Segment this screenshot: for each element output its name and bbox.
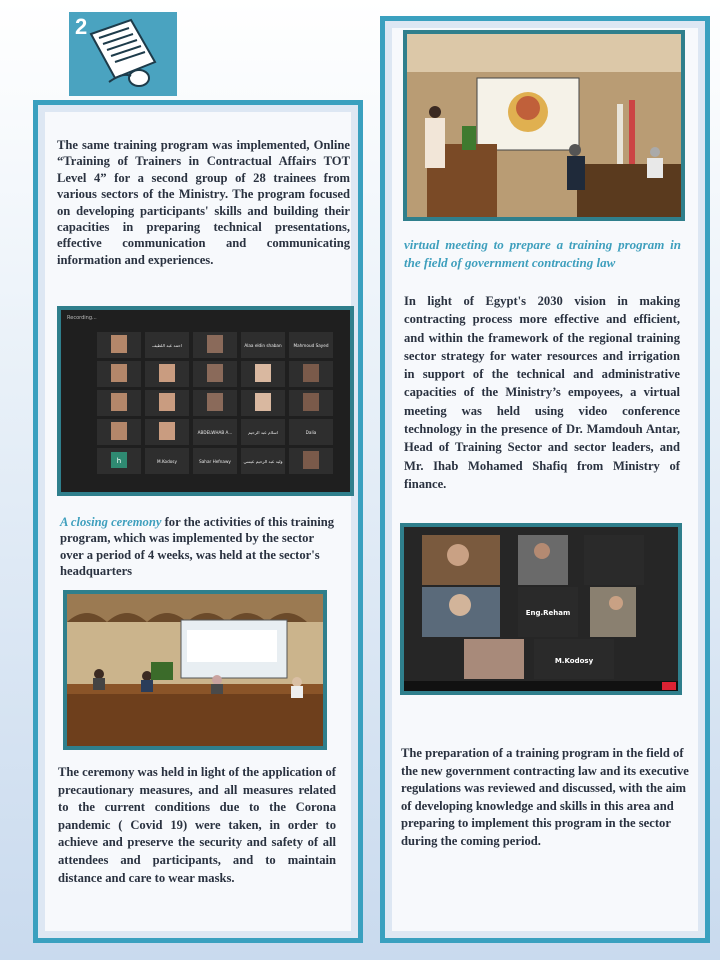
participant-video	[111, 393, 127, 411]
participant-name: M.Kodosy	[157, 459, 177, 464]
svg-text:Recording...: Recording...	[67, 315, 97, 321]
participant-video	[207, 364, 223, 382]
participant-video	[207, 393, 223, 411]
participant-name: وليد عبد الرحيم عيسي	[243, 459, 283, 464]
participant-name: Dalia	[305, 430, 317, 435]
lecture-photo	[403, 30, 685, 221]
ceremony-paragraph: The ceremony was held in light of the application of precautionary measures, and all measures related to the current conditions due to the Corona pandemic ( Covid 19) were taken, in order to achieve and preserve the security and safety of all attendees and participants, and to maintain distance and care to wear masks.	[58, 765, 336, 885]
participant-name: Mahmoud Sayed	[293, 343, 329, 348]
online-training-screenshot	[57, 306, 354, 496]
meeting-paragraph: In light of Egypt's 2030 vision in making contracting process more effective and efficient, and within the framework of the regional training sector strategy for water resources and irrigation in support of the technical and administrative capacities of the Ministry’s empoyees, a virtual meeting was held using video conference technology in the presence of Dr. Mamdouh Antar, Head of Training Sector and sector leaders, and Mr. Ihab Mohamed Shafiq from Ministry of finance.	[404, 294, 680, 491]
participant-video	[111, 422, 127, 440]
meeting-heading: virtual meeting to prepare a training program in the field of government contracting law	[404, 237, 681, 270]
participant-video	[111, 364, 127, 382]
section-number-badge	[69, 12, 177, 96]
video-call-screenshot	[400, 523, 682, 695]
tile-m-kodosy: M.Kodosy	[554, 657, 594, 665]
participant-video	[303, 451, 319, 469]
participant-video	[159, 422, 175, 440]
participant-name: Sahar Hefnawy	[199, 459, 231, 464]
participant-video	[159, 393, 175, 411]
section-number: 2	[75, 14, 88, 39]
participant-name: احمد عبد اللطيف	[152, 343, 182, 348]
participant-name: ABDELWHAB A...	[197, 430, 233, 435]
closing-ceremony-photo	[63, 590, 327, 750]
participant-name: Alaa eldin shaban	[244, 343, 282, 348]
participant-video	[159, 364, 175, 382]
participant-name: h	[116, 457, 122, 465]
participant-video	[303, 364, 319, 382]
tile-eng-reham: Eng.Reham	[525, 609, 571, 617]
closing-paragraph	[60, 514, 340, 580]
participant-video	[255, 393, 271, 411]
participant-video	[303, 393, 319, 411]
closing-text: for the activities of this training program, which was implemented by the sector over a period of 4 weeks, was held at the sector's headquarters	[60, 515, 335, 579]
newspaper-icon	[69, 12, 177, 96]
intro-paragraph: The same training program was implemented, Online “Training of Trainers in Contractual Affairs TOT Level 4” for a second group of 28 trainees from various sectors of the Ministry. The program focused on developing participants' skills and building their capacities in preparing technical presentations, effective communication and communicating information and experiences.	[57, 138, 350, 267]
participant-video	[111, 335, 127, 353]
participant-video	[207, 335, 223, 353]
participant-video	[255, 364, 271, 382]
closing-heading: A closing ceremony	[60, 515, 162, 529]
online-grid-graphic	[61, 310, 350, 492]
participant-name: اسلام عبد الرحيم	[248, 430, 278, 435]
preparation-paragraph: The preparation of a training program in the field of the new government contracting law and its executive regulations was reviewed and discussed, with the aim of developing knowledge and skills in this area and preparing to implement this program in the sector during the coming period.	[401, 746, 689, 848]
